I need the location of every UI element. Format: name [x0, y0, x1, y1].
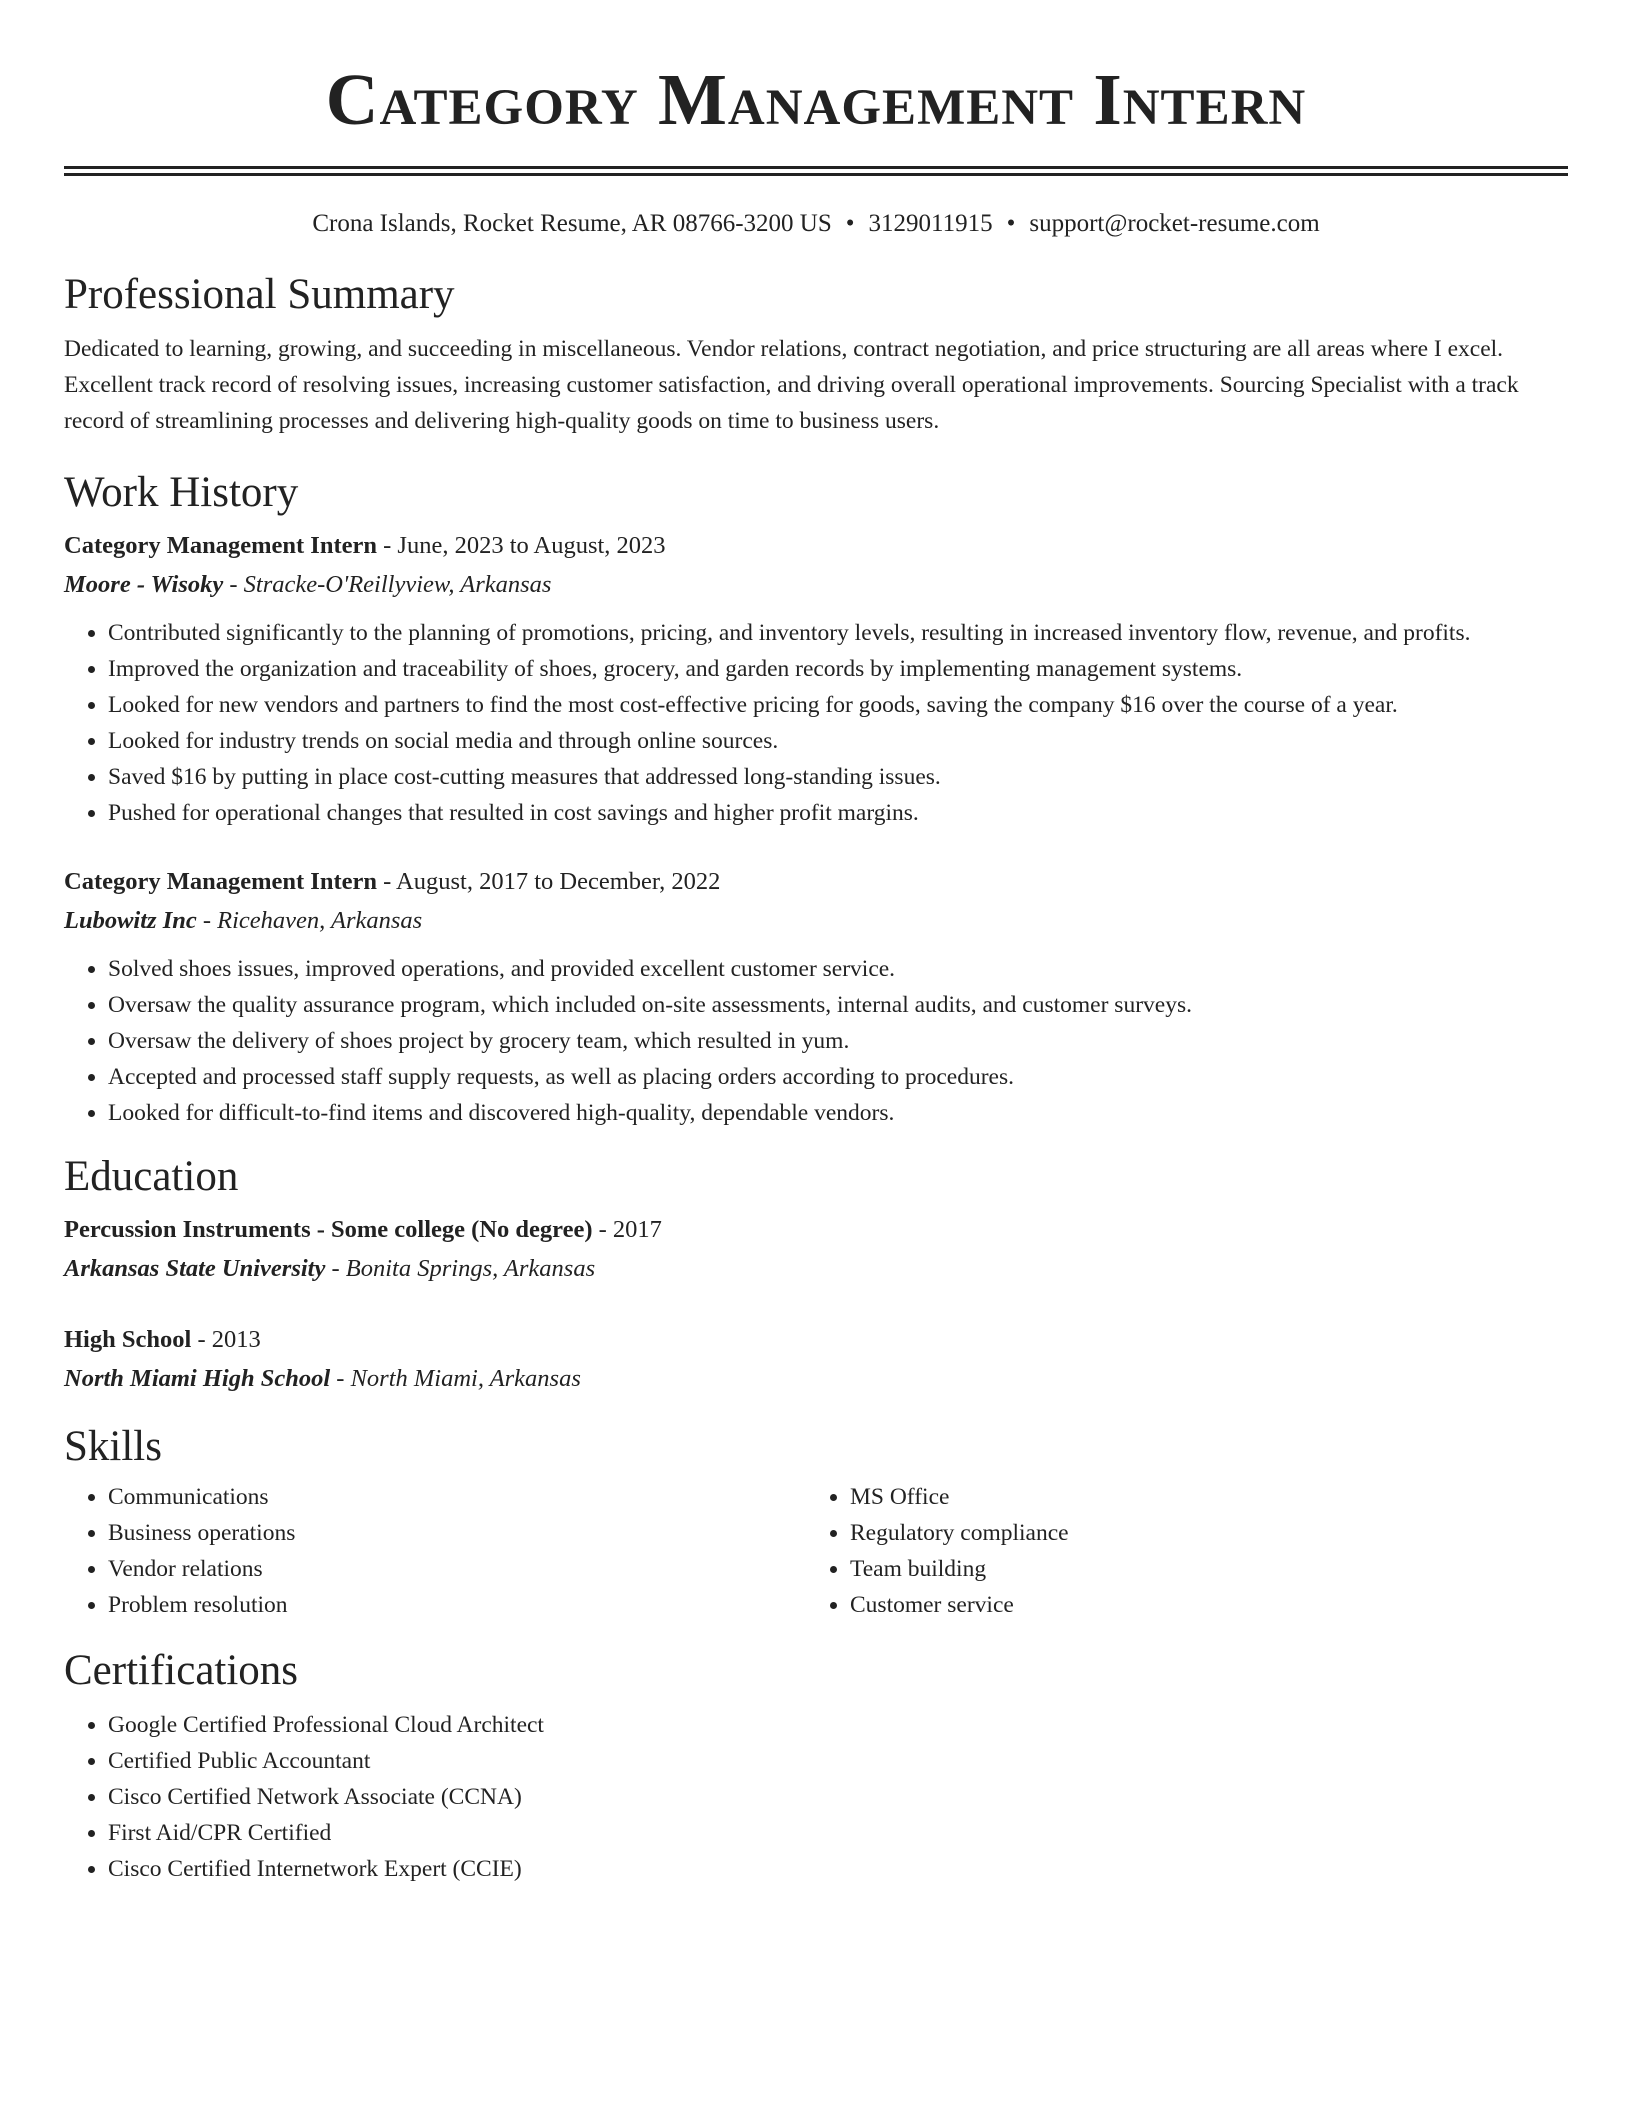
skills-columns: [64, 1479, 1568, 1623]
education-school: Arkansas State University: [64, 1255, 326, 1282]
job-title-line: [64, 863, 1568, 901]
education-school-line: [64, 1359, 1568, 1399]
list-item: • First Aid/CPR Certified: [108, 1815, 1568, 1851]
contact-phone: 3129011915: [868, 210, 993, 237]
job-dates: - August, 2017 to December, 2022: [377, 868, 721, 895]
list-item: • Solved shoes issues, improved operations, and provided excellent customer service.: [108, 951, 1568, 987]
page-title: Category Management Intern: [325, 59, 1307, 140]
list-item: • Looked for industry trends on social media and through online sources.: [108, 723, 1568, 759]
job-dates: - June, 2023 to August, 2023: [377, 532, 666, 559]
list-item: • Cisco Certified Network Associate (CCNA): [108, 1779, 1568, 1815]
education-location: - North Miami, Arkansas: [330, 1365, 581, 1392]
list-item: • Improved the organization and traceability of shoes, grocery, and garden records by implementing management systems.: [108, 651, 1568, 687]
education-heading: Education: [64, 1153, 239, 1200]
job-bullets: [64, 951, 1568, 1131]
certifications-heading: Certifications: [64, 1647, 299, 1694]
list-item: • Accepted and processed staff supply requests, as well as placing orders according to procedures.: [108, 1059, 1568, 1095]
list-item: • Regulatory compliance: [850, 1515, 1548, 1551]
contact-address: Crona Islands, Rocket Resume, AR 08766-3200 US: [312, 210, 832, 237]
job-company-line: [64, 565, 1568, 605]
education-degree-line: [64, 1211, 1568, 1249]
job-entry: [64, 527, 1568, 831]
list-item: • Communications: [108, 1479, 806, 1515]
list-item: • Vendor relations: [108, 1551, 806, 1587]
list-item: • Oversaw the delivery of shoes project by grocery team, which resulted in yum.: [108, 1023, 1568, 1059]
job-bullets: [64, 615, 1568, 831]
skills-heading: Skills: [64, 1423, 162, 1470]
list-item: • Team building: [850, 1551, 1548, 1587]
job-title: Category Management Intern: [64, 868, 377, 895]
education-entry: [64, 1321, 1568, 1399]
education-year: - 2017: [592, 1216, 662, 1243]
job-company: Lubowitz Inc: [64, 907, 197, 934]
skills-list-right: [806, 1479, 1548, 1623]
list-item: • Pushed for operational changes that resulted in cost savings and higher profit margins.: [108, 795, 1568, 831]
contact-separator: •: [845, 210, 855, 237]
education-degree: High School: [64, 1326, 192, 1353]
job-title-line: [64, 527, 1568, 565]
summary-heading: Professional Summary: [64, 271, 455, 318]
list-item: • Problem resolution: [108, 1587, 806, 1623]
list-item: • Google Certified Professional Cloud Architect: [108, 1707, 1568, 1743]
list-item: • Oversaw the quality assurance program, which included on-site assessments, internal audits, and customer surveys.: [108, 987, 1568, 1023]
job-location: - Ricehaven, Arkansas: [196, 907, 423, 934]
education-degree: Percussion Instruments - Some college (No degree): [64, 1216, 593, 1243]
list-item: • Saved $16 by putting in place cost-cutting measures that addressed long-standing issues.: [108, 759, 1568, 795]
list-item: • Looked for difficult-to-find items and discovered high-quality, dependable vendors.: [108, 1095, 1568, 1131]
education-school-line: [64, 1249, 1568, 1289]
list-item: • Cisco Certified Internetwork Expert (CCIE): [108, 1851, 1568, 1887]
contact-separator: •: [1006, 210, 1016, 237]
list-item: • Certified Public Accountant: [108, 1743, 1568, 1779]
job-entry: [64, 863, 1568, 1131]
list-item: • Business operations: [108, 1515, 806, 1551]
list-item: • MS Office: [850, 1479, 1548, 1515]
education-entry: [64, 1211, 1568, 1289]
certifications-list: [64, 1707, 1568, 1887]
list-item: • Customer service: [850, 1587, 1548, 1623]
education-year: - 2013: [191, 1326, 261, 1353]
summary-text: Dedicated to learning, growing, and succeeding in miscellaneous. Vendor relations, contract negotiation, and price structuring are all areas where I excel. Excellent track record of resolving issues, increasing customer satisfaction, and driving overall operational improvements. Sourcing Specialist with a track record of streamlining processes and delivering high-quality goods on time to business users.: [64, 336, 1519, 434]
job-title: Category Management Intern: [64, 532, 377, 559]
job-company-line: [64, 901, 1568, 941]
contact-email: support@rocket-resume.com: [1029, 210, 1320, 237]
title-divider: [64, 166, 1568, 176]
contact-line: [64, 209, 1568, 239]
list-item: • Contributed significantly to the planning of promotions, pricing, and inventory levels, resulting in increased inventory flow, revenue, and profits.: [108, 615, 1568, 651]
skills-list-left: [64, 1479, 806, 1623]
list-item: • Looked for new vendors and partners to find the most cost-effective pricing for goods, saving the company $16 over the course of a year.: [108, 687, 1568, 723]
job-location: - Stracke-O'Reillyview, Arkansas: [223, 571, 552, 598]
work-history-heading: Work History: [64, 469, 299, 516]
education-school: North Miami High School: [64, 1365, 331, 1392]
education-degree-line: [64, 1321, 1568, 1359]
education-location: - Bonita Springs, Arkansas: [325, 1255, 596, 1282]
job-company: Moore - Wisoky: [64, 571, 224, 598]
